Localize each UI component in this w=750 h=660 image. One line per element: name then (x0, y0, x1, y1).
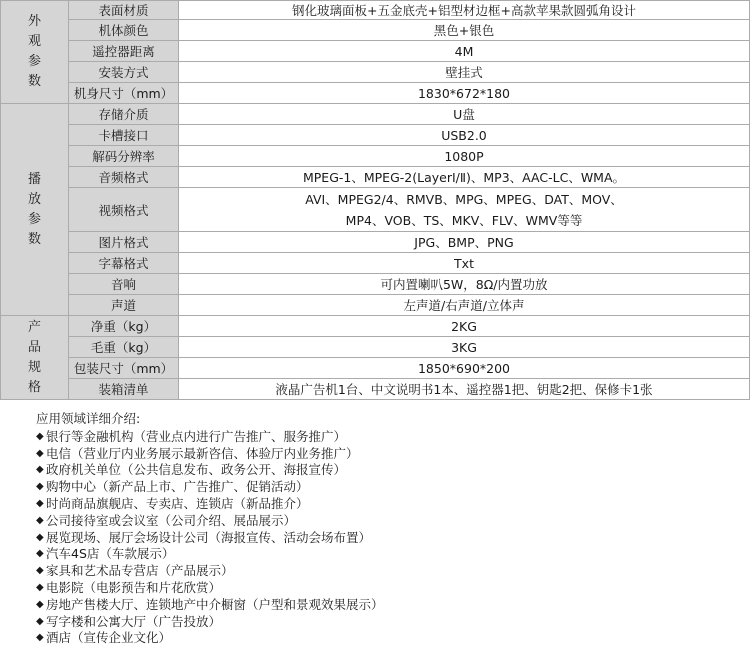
spec-label: 解码分辨率 (69, 146, 179, 167)
list-item-text: 电信（营业厅内业务展示最新咨信、体验厅内业务推广） (46, 445, 359, 461)
category-cell (1, 104, 69, 316)
list-item-text: 电影院（电影预告和片花欣赏） (46, 579, 222, 595)
spec-value: 3KG (179, 337, 750, 358)
applications-title: 应用领域详细介绍: (36, 411, 141, 426)
category-char: 格 (27, 379, 41, 395)
table-row (1, 253, 750, 274)
spec-label: 卡槽接口 (69, 125, 179, 146)
spec-value (179, 188, 750, 232)
table-row (1, 146, 750, 167)
spec-value: 壁挂式 (179, 62, 750, 83)
spec-value: 钢化玻璃面板+五金底壳+铝型材边框+高款苹果款圆弧角设计 (179, 1, 750, 20)
spec-value: 液晶广告机1台、中文说明书1本、遥控器1把、钥匙2把、保修卡1张 (179, 379, 750, 400)
spec-label: 遥控器距离 (69, 41, 179, 62)
spec-value: MPEG-1、MPEG-2(LayerⅠ/Ⅱ)、MP3、AAC-LC、WMA。 (179, 167, 750, 188)
spec-label: 音响 (69, 274, 179, 295)
spec-value: 2KG (179, 316, 750, 337)
spec-label: 安装方式 (69, 62, 179, 83)
list-item-text: 展览现场、展厅会场设计公司（海报宣传、活动会场布置） (46, 529, 372, 545)
category-cell (1, 316, 69, 400)
table-row (1, 337, 750, 358)
diamond-bullet-icon: ◆ (36, 464, 44, 476)
category-char: 外 (27, 14, 41, 29)
list-item (36, 479, 736, 496)
table-row (1, 62, 750, 83)
list-item-text: 写字楼和公寓大厅（广告投放） (46, 613, 222, 629)
spec-value: U盘 (179, 104, 750, 125)
list-item-text: 房地产售楼大厅、连锁地产中介橱窗（户型和景观效果展示） (46, 596, 384, 612)
category-char: 品 (27, 339, 41, 355)
spec-label: 视频格式 (69, 188, 179, 232)
table-row (1, 41, 750, 62)
list-item (36, 580, 736, 597)
spec-label: 声道 (69, 295, 179, 316)
diamond-bullet-icon: ◆ (36, 598, 44, 610)
spec-value: 黑色+银色 (179, 20, 750, 41)
table-row (1, 1, 750, 20)
spec-value: Txt (179, 253, 750, 274)
spec-value: 1080P (179, 146, 750, 167)
spec-label: 音频格式 (69, 167, 179, 188)
table-row (1, 379, 750, 400)
spec-value: JPG、BMP、PNG (179, 232, 750, 253)
table-row (1, 104, 750, 125)
list-item (36, 429, 736, 446)
list-item-text: 家具和艺术品专营店（产品展示） (46, 563, 234, 579)
table-row (1, 358, 750, 379)
list-item (36, 496, 736, 513)
list-item-text: 公司接待室或会议室（公司介绍、展品展示） (46, 512, 297, 528)
list-item-text: 汽车4S店（车款展示） (46, 546, 175, 562)
list-item (36, 446, 736, 463)
spec-value: 左声道/右声道/立体声 (179, 295, 750, 316)
table-row (1, 295, 750, 316)
category-char: 数 (27, 231, 41, 247)
diamond-bullet-icon: ◆ (36, 497, 44, 509)
spec-label: 图片格式 (69, 232, 179, 253)
diamond-bullet-icon: ◆ (36, 548, 44, 560)
diamond-bullet-icon: ◆ (36, 430, 44, 442)
spec-value-line: AVI、MPEG2/4、RMVB、MPG、MPEG、DAT、MOV、 (305, 191, 623, 207)
spec-value: 1830*672*180 (179, 83, 750, 104)
spec-label: 表面材质 (69, 1, 179, 20)
category-char: 产 (27, 319, 41, 335)
diamond-bullet-icon: ◆ (36, 531, 44, 543)
category-cell (1, 1, 69, 104)
diamond-bullet-icon: ◆ (36, 481, 44, 493)
list-item (36, 563, 736, 580)
spec-value: 可内置喇叭5W，8Ω/内置功放 (179, 274, 750, 295)
table-row (1, 83, 750, 104)
applications-section (36, 411, 736, 647)
list-item (36, 546, 736, 563)
category-char: 播 (27, 171, 41, 187)
table-row (1, 125, 750, 146)
diamond-bullet-icon: ◆ (36, 565, 44, 577)
spec-label: 字幕格式 (69, 253, 179, 274)
category-char: 参 (27, 54, 41, 69)
spec-label: 包装尺寸（mm） (69, 358, 179, 379)
list-item (36, 614, 736, 631)
list-item (36, 597, 736, 614)
spec-value: USB2.0 (179, 125, 750, 146)
spec-label: 毛重（kg） (69, 337, 179, 358)
spec-label: 装箱清单 (69, 379, 179, 400)
diamond-bullet-icon: ◆ (36, 632, 44, 644)
list-item (36, 513, 736, 530)
diamond-bullet-icon: ◆ (36, 514, 44, 526)
category-char: 参 (27, 211, 41, 227)
list-item-text: 银行等金融机构（营业点内进行广告推广、服务推广） (46, 428, 347, 444)
table-row (1, 274, 750, 295)
table-row (1, 167, 750, 188)
applications-list (36, 429, 736, 647)
list-item (36, 530, 736, 547)
spec-value-line: MP4、VOB、TS、MKV、FLV、WMV等等 (345, 212, 583, 228)
spec-label: 存储介质 (69, 104, 179, 125)
diamond-bullet-icon: ◆ (36, 447, 44, 459)
table-row (1, 20, 750, 41)
list-item-text: 时尚商品旗舰店、专卖店、连锁店（新品推介） (46, 495, 309, 511)
table-row (1, 232, 750, 253)
category-char: 观 (27, 34, 41, 49)
table-row (1, 316, 750, 337)
list-item-text: 政府机关单位（公共信息发布、政务公开、海报宣传） (46, 462, 347, 478)
list-item-text: 酒店（宣传企业文化） (46, 630, 172, 646)
spec-value: 4M (179, 41, 750, 62)
list-item-text: 购物中心（新产品上市、广告推广、促销活动） (46, 479, 309, 495)
category-char: 放 (27, 191, 41, 207)
diamond-bullet-icon: ◆ (36, 581, 44, 593)
table-row (1, 188, 750, 232)
category-char: 数 (27, 74, 41, 89)
diamond-bullet-icon: ◆ (36, 615, 44, 627)
list-item (36, 462, 736, 479)
spec-label: 机身尺寸（mm） (69, 83, 179, 104)
category-char: 规 (27, 359, 41, 375)
spec-label: 机体颜色 (69, 20, 179, 41)
spec-label: 净重（kg） (69, 316, 179, 337)
spec-value: 1850*690*200 (179, 358, 750, 379)
list-item (36, 630, 736, 647)
